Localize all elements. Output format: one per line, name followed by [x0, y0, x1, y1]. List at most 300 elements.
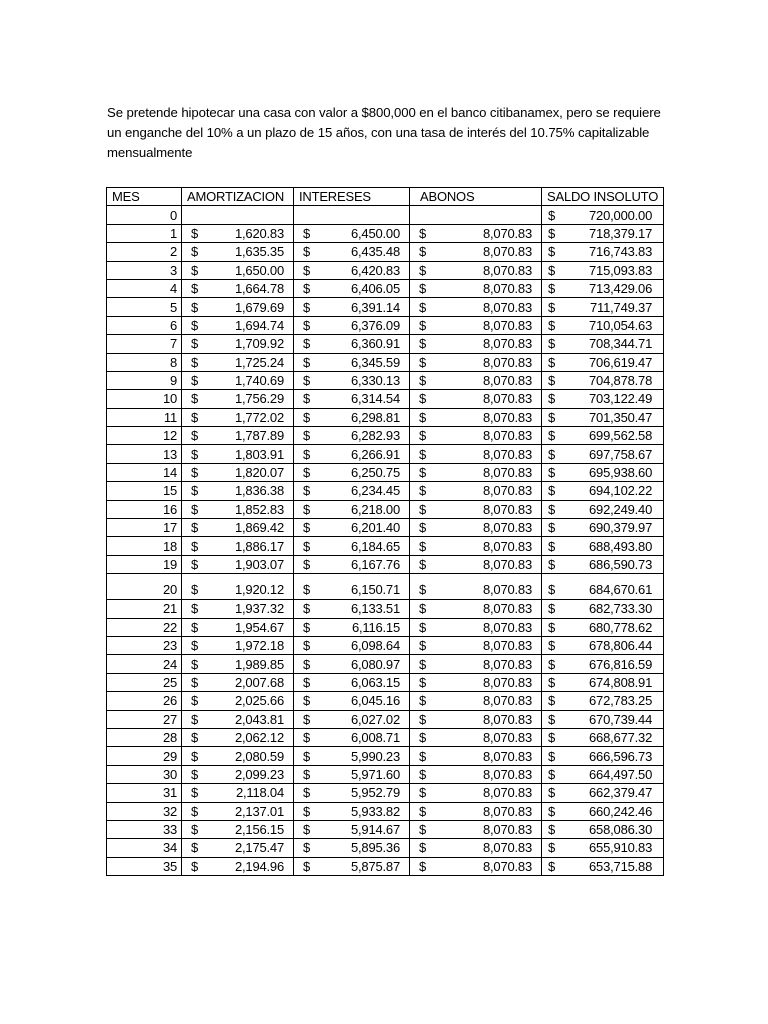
cell-saldo	[542, 747, 664, 765]
intereses-value: 6,150.71	[350, 582, 400, 598]
currency-symbol: $	[303, 465, 311, 481]
cell-mes: 29	[107, 747, 182, 765]
saldo-value: 716,743.83	[589, 244, 653, 260]
saldo-value: 670,739.44	[589, 711, 653, 727]
amortizacion-value: 2,007.68	[234, 674, 284, 690]
currency-symbol: $	[191, 803, 199, 819]
intereses-value: 5,990.23	[350, 748, 400, 764]
cell-mes: 10	[107, 390, 182, 408]
intereses-value: 6,027.02	[350, 711, 400, 727]
cell-abonos	[410, 335, 542, 353]
intereses-value: 6,167.76	[350, 557, 400, 572]
cell-intereses	[294, 574, 410, 600]
currency-symbol: $	[303, 557, 311, 572]
cell-mes: 25	[107, 673, 182, 691]
currency-symbol: $	[419, 317, 427, 333]
currency-symbol: $	[419, 656, 427, 672]
cell-intereses	[294, 500, 410, 518]
cell-abonos	[410, 500, 542, 518]
abonos-value: 8,070.83	[482, 601, 532, 617]
header-amortizacion: AMORTIZACION	[182, 188, 294, 206]
cell-intereses	[294, 335, 410, 353]
abonos-value: 8,070.83	[482, 373, 532, 389]
currency-symbol: $	[191, 373, 199, 389]
currency-symbol: $	[303, 638, 311, 654]
currency-symbol: $	[191, 225, 199, 241]
abonos-value: 8,070.83	[482, 858, 532, 874]
cell-mes: 2	[107, 243, 182, 261]
currency-symbol: $	[419, 299, 427, 315]
intereses-value: 6,218.00	[350, 501, 400, 517]
currency-symbol: $	[419, 262, 427, 278]
table-row	[107, 555, 664, 573]
abonos-value: 8,070.83	[482, 619, 532, 635]
cell-saldo	[542, 390, 664, 408]
cell-abonos	[410, 243, 542, 261]
currency-symbol: $	[548, 766, 556, 782]
currency-symbol: $	[419, 730, 427, 746]
cell-empty	[182, 206, 294, 224]
currency-symbol: $	[548, 656, 556, 672]
currency-symbol: $	[548, 409, 556, 425]
saldo-value: 668,677.32	[589, 730, 653, 746]
currency-symbol: $	[303, 354, 311, 370]
currency-symbol: $	[419, 822, 427, 838]
abonos-value: 8,070.83	[482, 465, 532, 481]
amortizacion-value: 2,137.01	[234, 803, 284, 819]
currency-symbol: $	[191, 299, 199, 315]
table-row	[107, 224, 664, 242]
intereses-value: 5,875.87	[350, 858, 400, 874]
cell-abonos	[410, 618, 542, 636]
amortizacion-value: 1,937.32	[234, 601, 284, 617]
currency-symbol: $	[303, 693, 311, 709]
abonos-value: 8,070.83	[482, 711, 532, 727]
cell-amortizacion	[182, 335, 294, 353]
cell-abonos	[410, 427, 542, 445]
cell-abonos	[410, 574, 542, 600]
intereses-value: 6,345.59	[350, 354, 400, 370]
cell-amortizacion	[182, 243, 294, 261]
cell-abonos	[410, 224, 542, 242]
table-row	[107, 353, 664, 371]
cell-intereses	[294, 655, 410, 673]
currency-symbol: $	[191, 601, 199, 617]
currency-symbol: $	[303, 391, 311, 407]
cell-intereses	[294, 857, 410, 875]
cell-intereses	[294, 353, 410, 371]
cell-mes: 22	[107, 618, 182, 636]
currency-symbol: $	[191, 619, 199, 635]
amortizacion-value: 1,803.91	[234, 446, 284, 462]
currency-symbol: $	[303, 730, 311, 746]
currency-symbol: $	[548, 207, 556, 223]
currency-symbol: $	[419, 391, 427, 407]
cell-saldo	[542, 500, 664, 518]
currency-symbol: $	[191, 557, 199, 572]
cell-intereses	[294, 802, 410, 820]
currency-symbol: $	[548, 601, 556, 617]
cell-intereses	[294, 636, 410, 654]
intereses-value: 6,298.81	[350, 409, 400, 425]
currency-symbol: $	[303, 373, 311, 389]
currency-symbol: $	[419, 428, 427, 444]
currency-symbol: $	[419, 766, 427, 782]
amortizacion-value: 2,025.66	[234, 693, 284, 709]
cell-saldo	[542, 206, 664, 224]
currency-symbol: $	[191, 711, 199, 727]
intereses-value: 6,391.14	[350, 299, 400, 315]
currency-symbol: $	[419, 409, 427, 425]
cell-saldo	[542, 261, 664, 279]
cell-saldo	[542, 673, 664, 691]
cell-mes: 17	[107, 519, 182, 537]
currency-symbol: $	[303, 501, 311, 517]
amortizacion-value: 1,787.89	[234, 428, 284, 444]
currency-symbol: $	[303, 619, 311, 635]
currency-symbol: $	[191, 501, 199, 517]
cell-saldo	[542, 655, 664, 673]
abonos-value: 8,070.83	[482, 538, 532, 554]
intereses-value: 6,080.97	[350, 656, 400, 672]
saldo-value: 688,493.80	[589, 538, 653, 554]
intereses-value: 6,116.15	[351, 619, 400, 635]
table-row	[107, 636, 664, 654]
cell-mes: 8	[107, 353, 182, 371]
cell-intereses	[294, 820, 410, 838]
currency-symbol: $	[419, 281, 427, 297]
amortizacion-value: 1,869.42	[234, 520, 284, 536]
currency-symbol: $	[548, 391, 556, 407]
cell-mes: 31	[107, 784, 182, 802]
table-row	[107, 261, 664, 279]
cell-saldo	[542, 820, 664, 838]
currency-symbol: $	[303, 785, 311, 801]
cell-saldo	[542, 839, 664, 857]
cell-mes: 32	[107, 802, 182, 820]
currency-symbol: $	[419, 711, 427, 727]
currency-symbol: $	[191, 766, 199, 782]
table-row	[107, 537, 664, 555]
abonos-value: 8,070.83	[482, 244, 532, 260]
intereses-value: 6,406.05	[350, 281, 400, 297]
currency-symbol: $	[548, 730, 556, 746]
amortizacion-value: 1,836.38	[234, 483, 284, 499]
currency-symbol: $	[191, 656, 199, 672]
abonos-value: 8,070.83	[482, 748, 532, 764]
saldo-value: 711,749.37	[590, 299, 653, 315]
cell-intereses	[294, 316, 410, 334]
header-abonos: ABONOS	[410, 188, 542, 206]
currency-symbol: $	[191, 428, 199, 444]
amortizacion-value: 1,740.69	[234, 373, 284, 389]
currency-symbol: $	[303, 858, 311, 874]
abonos-value: 8,070.83	[482, 446, 532, 462]
amortizacion-value: 1,756.29	[234, 391, 284, 407]
cell-intereses	[294, 784, 410, 802]
intereses-value: 5,914.67	[350, 822, 400, 838]
table-row	[107, 802, 664, 820]
cell-amortizacion	[182, 636, 294, 654]
currency-symbol: $	[548, 262, 556, 278]
amortizacion-value: 1,664.78	[234, 281, 284, 297]
intereses-value: 5,933.82	[350, 803, 400, 819]
cell-intereses	[294, 408, 410, 426]
currency-symbol: $	[548, 281, 556, 297]
cell-mes: 35	[107, 857, 182, 875]
currency-symbol: $	[548, 638, 556, 654]
cell-saldo	[542, 427, 664, 445]
cell-saldo	[542, 445, 664, 463]
saldo-value: 684,670.61	[589, 582, 653, 598]
abonos-value: 8,070.83	[482, 317, 532, 333]
cell-intereses	[294, 710, 410, 728]
cell-amortizacion	[182, 298, 294, 316]
currency-symbol: $	[548, 538, 556, 554]
saldo-value: 704,878.78	[589, 373, 653, 389]
saldo-value: 695,938.60	[589, 465, 653, 481]
cell-intereses	[294, 765, 410, 783]
intereses-value: 6,063.15	[350, 674, 400, 690]
currency-symbol: $	[191, 582, 199, 598]
amortizacion-value: 1,725.24	[234, 354, 284, 370]
cell-amortizacion	[182, 857, 294, 875]
abonos-value: 8,070.83	[482, 638, 532, 654]
currency-symbol: $	[548, 354, 556, 370]
abonos-value: 8,070.83	[482, 281, 532, 297]
currency-symbol: $	[191, 822, 199, 838]
cell-saldo	[542, 298, 664, 316]
amortizacion-value: 1,954.67	[234, 619, 284, 635]
cell-saldo	[542, 765, 664, 783]
cell-saldo	[542, 371, 664, 389]
currency-symbol: $	[303, 409, 311, 425]
currency-symbol: $	[303, 225, 311, 241]
abonos-value: 8,070.83	[482, 428, 532, 444]
cell-amortizacion	[182, 427, 294, 445]
currency-symbol: $	[191, 317, 199, 333]
currency-symbol: $	[548, 803, 556, 819]
currency-symbol: $	[303, 840, 311, 856]
cell-mes: 21	[107, 600, 182, 618]
table-row	[107, 574, 664, 600]
cell-abonos	[410, 747, 542, 765]
saldo-value: 708,344.71	[589, 336, 653, 352]
cell-amortizacion	[182, 316, 294, 334]
currency-symbol: $	[548, 557, 556, 572]
saldo-value: 694,102.22	[589, 483, 653, 499]
intereses-value: 6,250.75	[350, 465, 400, 481]
currency-symbol: $	[191, 354, 199, 370]
currency-symbol: $	[419, 619, 427, 635]
currency-symbol: $	[548, 785, 556, 801]
abonos-value: 8,070.83	[482, 262, 532, 278]
cell-saldo	[542, 710, 664, 728]
abonos-value: 8,070.83	[482, 803, 532, 819]
abonos-value: 8,070.83	[482, 299, 532, 315]
intereses-value: 6,420.83	[350, 262, 400, 278]
currency-symbol: $	[303, 803, 311, 819]
cell-amortizacion	[182, 820, 294, 838]
amortizacion-value: 1,920.12	[234, 582, 284, 598]
abonos-value: 8,070.83	[482, 674, 532, 690]
cell-saldo	[542, 728, 664, 746]
cell-saldo	[542, 784, 664, 802]
currency-symbol: $	[303, 656, 311, 672]
amortizacion-value: 1,772.02	[234, 409, 284, 425]
cell-intereses	[294, 390, 410, 408]
currency-symbol: $	[191, 858, 199, 874]
table-row	[107, 335, 664, 353]
abonos-value: 8,070.83	[482, 336, 532, 352]
cell-abonos	[410, 555, 542, 573]
currency-symbol: $	[191, 244, 199, 260]
cell-saldo	[542, 316, 664, 334]
cell-amortizacion	[182, 353, 294, 371]
cell-mes: 34	[107, 839, 182, 857]
amortizacion-value: 1,852.83	[234, 501, 284, 517]
currency-symbol: $	[548, 501, 556, 517]
table-row	[107, 839, 664, 857]
amortizacion-value: 2,118.04	[235, 785, 284, 801]
table-row	[107, 857, 664, 875]
cell-mes: 1	[107, 224, 182, 242]
currency-symbol: $	[303, 520, 311, 536]
saldo-value: 690,379.97	[589, 520, 653, 536]
saldo-value: 662,379.47	[589, 785, 653, 801]
table-row	[107, 279, 664, 297]
cell-amortizacion	[182, 555, 294, 573]
currency-symbol: $	[419, 465, 427, 481]
cell-mes: 20	[107, 574, 182, 600]
cell-saldo	[542, 555, 664, 573]
cell-abonos	[410, 839, 542, 857]
abonos-value: 8,070.83	[482, 785, 532, 801]
currency-symbol: $	[303, 822, 311, 838]
table-row	[107, 655, 664, 673]
saldo-value: 676,816.59	[589, 656, 653, 672]
currency-symbol: $	[303, 483, 311, 499]
saldo-value: 674,808.91	[589, 674, 653, 690]
intereses-value: 6,234.45	[350, 483, 400, 499]
cell-abonos	[410, 537, 542, 555]
cell-intereses	[294, 747, 410, 765]
currency-symbol: $	[191, 638, 199, 654]
cell-abonos	[410, 353, 542, 371]
table-row	[107, 784, 664, 802]
cell-saldo	[542, 224, 664, 242]
problem-statement: Se pretende hipotecar una casa con valor a $800,000 en el banco citibanamex, pero se requiere un enganche del 10% a un plazo de 15 años, con una tasa de interés del 10.75% capitalizable mensualmente	[107, 105, 661, 161]
cell-amortizacion	[182, 692, 294, 710]
saldo-value: 715,093.83	[589, 262, 653, 278]
amortizacion-value: 1,635.35	[234, 244, 284, 260]
cell-mes: 26	[107, 692, 182, 710]
header-intereses: INTERESES	[294, 188, 410, 206]
currency-symbol: $	[419, 840, 427, 856]
cell-intereses	[294, 482, 410, 500]
abonos-value: 8,070.83	[482, 822, 532, 838]
currency-symbol: $	[548, 446, 556, 462]
table-row	[107, 692, 664, 710]
cell-amortizacion	[182, 371, 294, 389]
currency-symbol: $	[191, 840, 199, 856]
currency-symbol: $	[191, 730, 199, 746]
saldo-value: 718,379.17	[589, 225, 653, 241]
cell-amortizacion	[182, 574, 294, 600]
cell-mes: 30	[107, 765, 182, 783]
currency-symbol: $	[548, 244, 556, 260]
cell-intereses	[294, 555, 410, 573]
cell-saldo	[542, 335, 664, 353]
cell-abonos	[410, 728, 542, 746]
currency-symbol: $	[191, 391, 199, 407]
cell-abonos	[410, 673, 542, 691]
amortizacion-value: 2,062.12	[234, 730, 284, 746]
cell-abonos	[410, 408, 542, 426]
currency-symbol: $	[191, 785, 199, 801]
amortizacion-value: 1,886.17	[234, 538, 284, 554]
currency-symbol: $	[191, 538, 199, 554]
abonos-value: 8,070.83	[482, 225, 532, 241]
abonos-value: 8,070.83	[482, 730, 532, 746]
amortizacion-value: 1,650.00	[234, 262, 284, 278]
currency-symbol: $	[419, 674, 427, 690]
intereses-value: 6,376.09	[350, 317, 400, 333]
cell-mes: 33	[107, 820, 182, 838]
cell-amortizacion	[182, 618, 294, 636]
abonos-value: 8,070.83	[482, 391, 532, 407]
cell-mes: 12	[107, 427, 182, 445]
currency-symbol: $	[191, 446, 199, 462]
cell-saldo	[542, 857, 664, 875]
currency-symbol: $	[419, 336, 427, 352]
cell-intereses	[294, 463, 410, 481]
currency-symbol: $	[191, 483, 199, 499]
currency-symbol: $	[548, 225, 556, 241]
table-row	[107, 371, 664, 389]
currency-symbol: $	[191, 748, 199, 764]
cell-saldo	[542, 636, 664, 654]
abonos-value: 8,070.83	[482, 840, 532, 856]
abonos-value: 8,070.83	[482, 557, 532, 572]
intereses-value: 6,201.40	[350, 520, 400, 536]
cell-abonos	[410, 857, 542, 875]
intereses-value: 6,314.54	[350, 391, 400, 407]
cell-intereses	[294, 673, 410, 691]
currency-symbol: $	[548, 711, 556, 727]
cell-mes: 18	[107, 537, 182, 555]
cell-mes: 28	[107, 728, 182, 746]
cell-saldo	[542, 243, 664, 261]
currency-symbol: $	[419, 483, 427, 499]
abonos-value: 8,070.83	[482, 409, 532, 425]
cell-abonos	[410, 390, 542, 408]
cell-amortizacion	[182, 784, 294, 802]
cell-abonos	[410, 784, 542, 802]
currency-symbol: $	[419, 748, 427, 764]
currency-symbol: $	[548, 299, 556, 315]
cell-intereses	[294, 261, 410, 279]
cell-amortizacion	[182, 537, 294, 555]
saldo-value: 706,619.47	[589, 354, 653, 370]
cell-intereses	[294, 279, 410, 297]
abonos-value: 8,070.83	[482, 766, 532, 782]
currency-symbol: $	[548, 483, 556, 499]
intereses-value: 6,133.51	[350, 601, 400, 617]
intereses-value: 6,266.91	[350, 446, 400, 462]
currency-symbol: $	[303, 748, 311, 764]
cell-amortizacion	[182, 279, 294, 297]
